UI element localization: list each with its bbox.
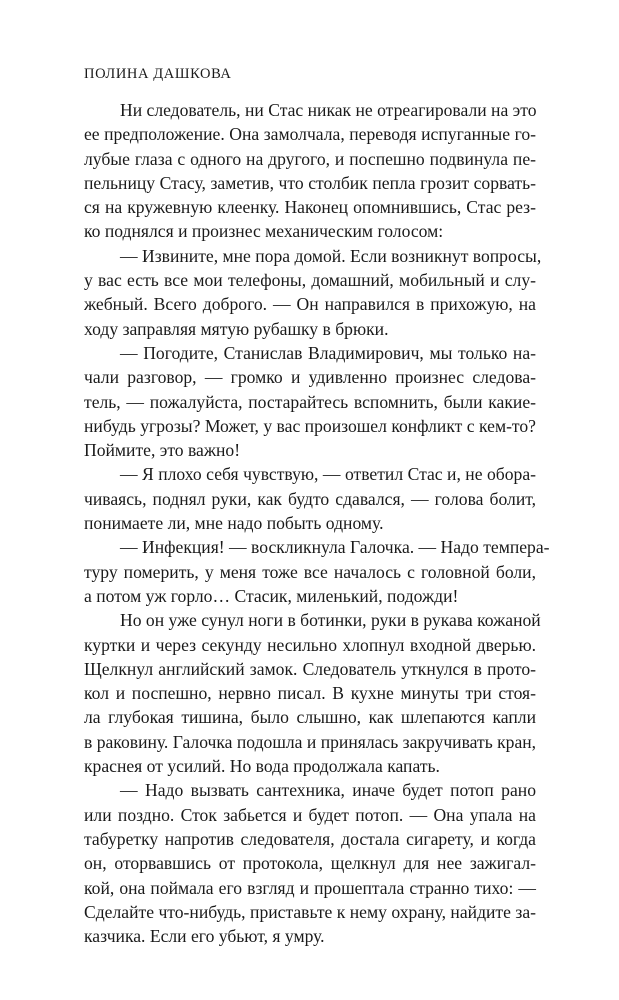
text-line: он, оторвавшись от протокола, щелкнул для нее зажигал- xyxy=(84,853,536,874)
text-line: в раковину. Галочка подошла и принялась закручивать кран, xyxy=(84,731,537,752)
body-text xyxy=(84,98,550,948)
text-line: туру померить, у меня тоже все началось с головной боли, xyxy=(84,561,536,582)
text-line: чиваясь, поднял руки, как будто сдавался, — голова болит, xyxy=(84,488,536,509)
text-line: ее предположение. Она замолчала, переводя испуганные го- xyxy=(84,124,536,145)
text-line: — Я плохо себя чувствую, — ответил Стас и, не обора- xyxy=(120,464,536,485)
text-line: Сделайте что-нибудь, приставьте к нему охрану, найдите за- xyxy=(84,901,536,922)
text-line: лубые глаза с одного на другого, и поспешно подвинула пе- xyxy=(84,148,536,169)
text-line: пельницу Стасу, заметив, что столбик пепла грозит сорвать- xyxy=(84,172,536,193)
text-line: ла глубокая тишина, было слышно, как шлепаются капли xyxy=(84,707,536,728)
text-line: жебный. Всего доброго. — Он направился в прихожую, на xyxy=(84,294,536,315)
text-line: Поймите, это важно! xyxy=(84,440,241,461)
text-line: понимаете ли, мне надо побыть одному. xyxy=(84,513,384,534)
text-line: кой, она поймала его взгляд и прошептала странно тихо: — xyxy=(84,877,536,898)
running-head: ПОЛИНА ДАШКОВА xyxy=(84,66,232,82)
text-line: чали разговор, — громко и удивленно произнес следова- xyxy=(84,367,536,388)
text-line: табуретку напротив следователя, достала сигарету, и когда xyxy=(84,828,536,849)
text-line: нибудь угрозы? Может, у вас произошел конфликт с кем-то? xyxy=(84,415,536,436)
text-line: Щелкнул английский замок. Следователь уткнулся в прото- xyxy=(84,658,536,679)
text-line: краснея от усилий. Но вода продолжала капать. xyxy=(84,756,440,777)
text-line: ко поднялся и произнес механическим голосом: xyxy=(84,221,444,242)
text-line: — Инфекция! — воскликнула Галочка. — Надо темпера- xyxy=(120,537,550,558)
text-line: тель, — пожалуйста, постарайтесь вспомнить, были какие- xyxy=(84,391,536,412)
text-line: казчика. Если его убьют, я умру. xyxy=(84,926,325,947)
text-line: куртки и через секунду несильно хлопнул входной дверью. xyxy=(84,634,536,655)
text-line: кол и поспешно, нервно писал. В кухне минуты три стоя- xyxy=(84,683,536,704)
text-line: — Надо вызвать сантехника, иначе будет потоп рано xyxy=(120,780,536,801)
text-line: — Извините, мне пора домой. Если возникнут вопросы, xyxy=(120,245,542,266)
text-line: Ни следователь, ни Стас никак не отреагировали на это xyxy=(120,100,537,120)
text-line: или поздно. Сток забьется и будет потоп. — Она упала на xyxy=(84,804,536,825)
text-line: ходу заправляя мятую рубашку в брюки. xyxy=(84,318,389,339)
text-line: а потом уж горло… Стасик, миленький, подожди! xyxy=(84,585,459,606)
text-line: у вас есть все мои телефоны, домашний, мобильный и слу- xyxy=(84,270,536,291)
text-line: Но он уже сунул ноги в ботинки, руки в рукава кожаной xyxy=(120,610,541,631)
text-line: — Погодите, Станислав Владимирович, мы только на- xyxy=(120,342,536,363)
text-line: ся на кружевную клеенку. Наконец опомнившись, Стас рез- xyxy=(84,197,536,218)
